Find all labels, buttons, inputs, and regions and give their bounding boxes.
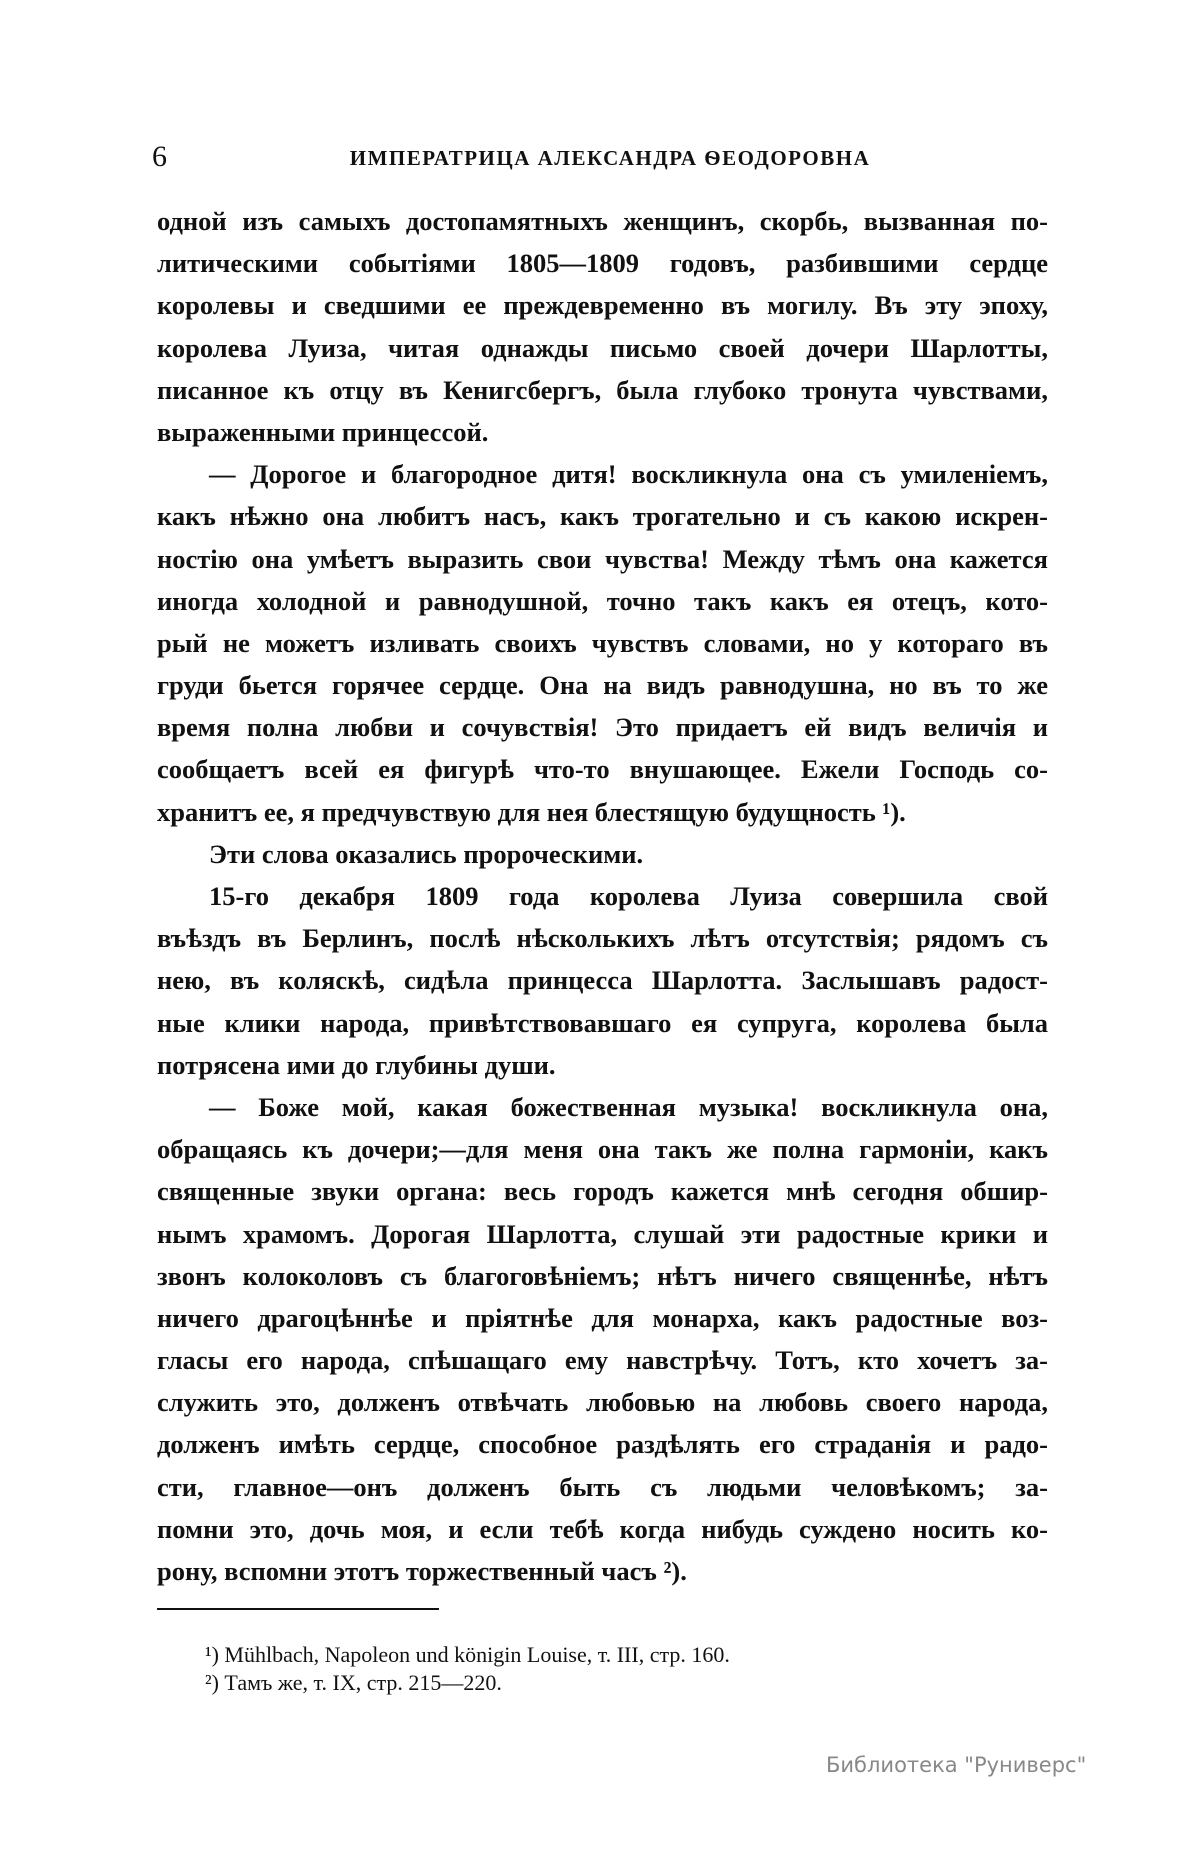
library-watermark: Библиотека "Руниверс" [826,1753,1087,1777]
text-line: груди бьется горячее сердце. Она на видъ равнодушна, но въ то же [157,670,1048,701]
footnote-1: ¹) Mühlbach, Napoleon und königin Louise, т. III, стр. 160. [205,1642,730,1667]
text-line: время полна любви и сочувствія! Это придаетъ ей видъ величія и [157,712,1048,743]
text-line: рый не можетъ изливать своихъ чувствъ словами, но у котораго въ [157,627,1048,658]
text-line: нею, въ коляскѣ, сидѣла принцесса Шарлотта. Заслышавъ радост- [157,965,1048,996]
footnote-rule [157,1608,439,1610]
text-line: сообщаетъ всей ея фигурѣ что-то внушающее. Ежели Господь со- [157,754,1048,785]
footnote-2: ²) Тамъ же, т. IX, стр. 215—220. [205,1670,502,1695]
text-line: иногда холодной и равнодушной, точно такъ какъ ея отецъ, кото- [157,585,1048,616]
text-line: въѣздъ въ Берлинъ, послѣ нѣсколькихъ лѣтъ отсутствія; рядомъ съ [157,923,1048,954]
text-line: писанное къ отцу въ Кенигсбергъ, была глубоко тронута чувствами, [157,374,1048,405]
text-line: помни это, дочь моя, и если тебѣ когда нибудь суждено носить ко- [157,1513,1048,1544]
text-line: нымъ храмомъ. Дорогая Шарлотта, слушай эти радостные крики и [157,1218,1048,1249]
text-line: долженъ имѣть сердце, способное раздѣлять его страданія и радо- [157,1429,1048,1460]
text-line: королевы и сведшими ее преждевременно въ могилу. Въ эту эпоху, [157,290,1048,321]
text-line: ностію она умѣетъ выразить свои чувства! Между тѣмъ она кажется [157,543,1048,574]
text-line: какъ нѣжно она любитъ насъ, какъ трогательно и съ какою искрен- [157,501,1048,532]
text-line: литическими событіями 1805—1809 годовъ, разбившими сердце [157,248,1048,279]
text-line: королева Луиза, читая однажды письмо своей дочери Шарлотты, [157,332,1048,363]
text-line: служить это, долженъ отвѣчать любовью на любовь своего народа, [157,1387,1048,1418]
text-line: ничего драгоцѣннѣе и пріятнѣе для монарха, какъ радостные воз- [157,1302,1048,1333]
text-line: звонъ колоколовъ съ благоговѣніемъ; нѣтъ ничего священнѣе, нѣтъ [157,1260,1048,1291]
running-title: ИМПЕРАТРИЦА АЛЕКСАНДРА ѲЕОДОРОВНА [349,146,871,170]
text-line: Эти слова оказались пророческими. [209,838,644,869]
text-line: одной изъ самыхъ достопамятныхъ женщинъ, скорбь, вызванная по- [157,206,1048,236]
text-line: — Дорогое и благородное дитя! воскликнула она съ умиленіемъ, [209,459,1048,490]
text-line: рону, вспомни этотъ торжественный часъ ²). [157,1556,687,1586]
text-line: ные клики народа, привѣтствовавшаго ея супруга, королева была [157,1007,1048,1038]
text-line: священные звуки органа: весь городъ кажется мнѣ сегодня обшир- [157,1176,1048,1207]
text-line: сти, главное—онъ долженъ быть съ людьми человѣкомъ; за- [157,1471,1048,1502]
body-text [157,200,1048,1592]
text-line: потрясена ими до глубины души. [157,1049,556,1080]
page-number: 6 [152,140,167,173]
text-line: 15-го декабря 1809 года королева Луиза совершила свой [209,881,1048,911]
text-line: хранитъ ее, я предчувствую для нея блестящую будущность ¹). [157,796,906,827]
text-line: обращаясь къ дочери;—для меня она такъ же полна гармоніи, какъ [157,1134,1048,1165]
text-line: — Боже мой, какая божественная музыка! воскликнула она, [209,1091,1048,1122]
text-line: выраженными принцессой. [157,416,489,447]
text-line: гласы его народа, спѣшащаго ему навстрѣчу. Тотъ, кто хочетъ за- [157,1345,1048,1376]
